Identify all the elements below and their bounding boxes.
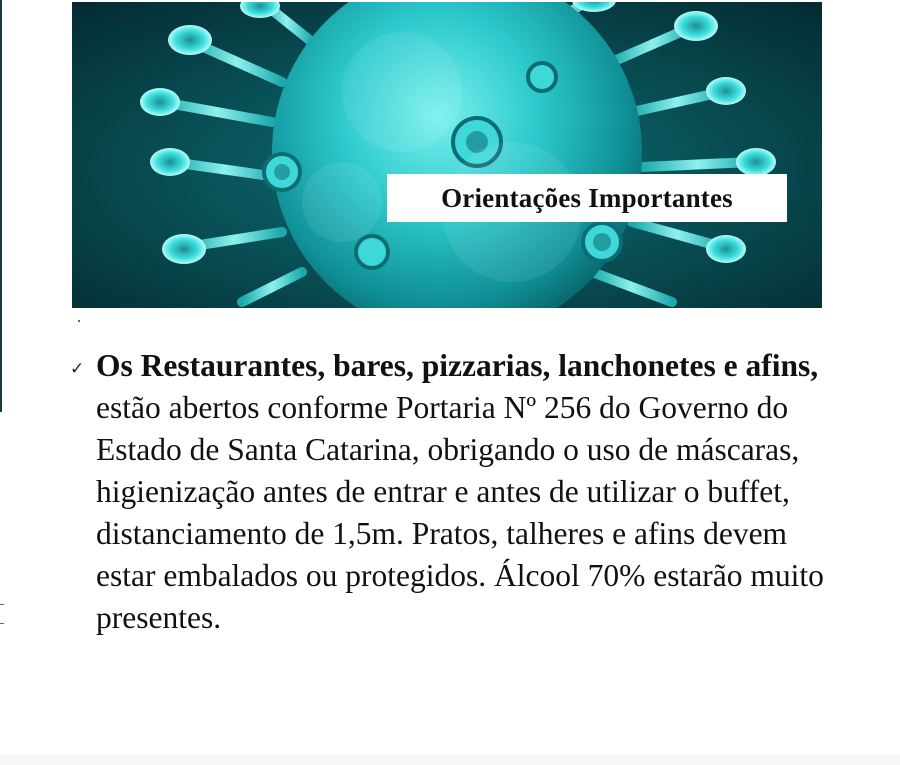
stray-dot [78, 320, 80, 322]
left-edge-tick [0, 604, 4, 605]
virus-illustration [72, 2, 822, 308]
list-item-text [96, 345, 836, 639]
banner-title-box [387, 174, 787, 222]
page-bottom-strip [0, 755, 900, 765]
left-edge-tick [0, 623, 4, 624]
left-edge-rule [0, 0, 2, 412]
list-item-bold-text: Os Restaurantes, bares, pizzarias, lanchonetes e afins, [96, 348, 819, 383]
banner-title: Orientações Importantes [441, 182, 733, 213]
virus-banner-image [72, 2, 822, 308]
list-item-body-text: estão abertos conforme Portaria Nº 256 do Governo do Estado de Santa Catarina, obrigando o uso de máscaras, higienização antes de entrar e antes de utilizar o buffet, distanciamento de 1,5m. Pratos, talheres e afins devem estar embalados ou protegidos. Álcool 70% estarão muito presentes. [96, 390, 824, 635]
check-icon: ✓ [70, 359, 85, 379]
